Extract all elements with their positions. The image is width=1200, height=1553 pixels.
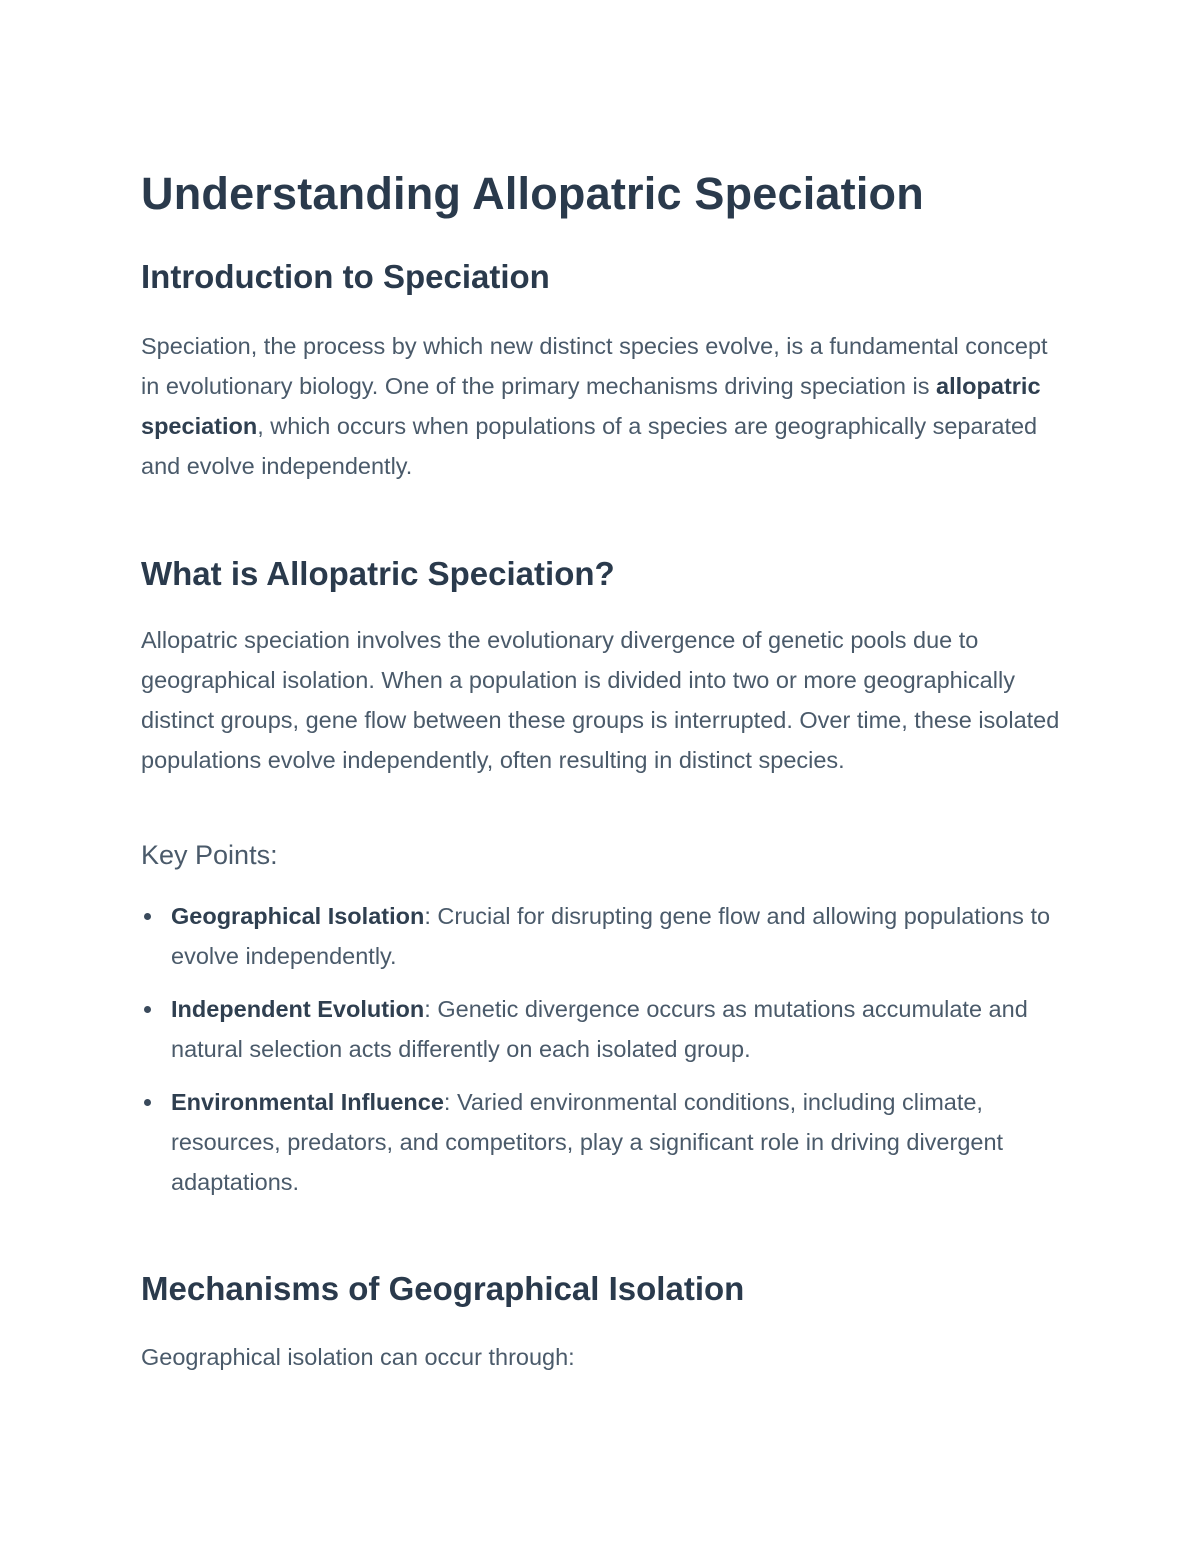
what-is-paragraph: Allopatric speciation involves the evolutionary divergence of genetic pools due to geographical isolation. When a population is divided into two or more geographically distinct groups, gene flow between these groups is interrupted. Over time, these isolated populations evolve independently, often resulting in distinct species.	[141, 627, 1060, 773]
key-points-list	[141, 896, 1066, 1215]
bullet-icon	[144, 913, 151, 920]
heading-mechanisms: Mechanisms of Geographical Isolation	[141, 1270, 745, 1307]
list-item	[141, 896, 1066, 976]
list-item	[141, 989, 1066, 1069]
document-title: Understanding Allopatric Speciation	[141, 168, 924, 219]
mechanisms-paragraph: Geographical isolation can occur through:	[141, 1344, 575, 1370]
list-item	[141, 1082, 1066, 1202]
bullet-text: : Varied environmental conditions, including climate, resources, predators, and competitors, play a significant role in driving divergent adaptations.	[171, 1089, 1004, 1195]
bullet-term: Independent Evolution	[171, 996, 425, 1022]
bullet-term: Geographical Isolation	[171, 903, 425, 929]
bullet-text: : Genetic divergence occurs as mutations accumulate and natural selection acts differently on each isolated group.	[171, 996, 1028, 1062]
bullet-icon	[144, 1099, 151, 1106]
text-segment: Speciation, the process by which new distinct species evolve, is a fundamental concept in evolutionary biology. One of the primary mechanisms driving speciation is	[141, 333, 1048, 399]
heading-introduction: Introduction to Speciation	[141, 258, 550, 295]
bold-term: allopatric speciation	[141, 373, 1041, 439]
bullet-icon	[144, 1006, 151, 1013]
intro-paragraph	[141, 326, 1066, 486]
heading-what-is: What is Allopatric Speciation?	[141, 555, 615, 592]
key-points-heading: Key Points:	[141, 840, 278, 870]
text-segment: , which occurs when populations of a species are geographically separated and evolve independently.	[141, 413, 1038, 479]
bullet-term: Environmental Influence	[171, 1089, 444, 1115]
bullet-text: : Crucial for disrupting gene flow and allowing populations to evolve independently.	[171, 903, 1051, 969]
